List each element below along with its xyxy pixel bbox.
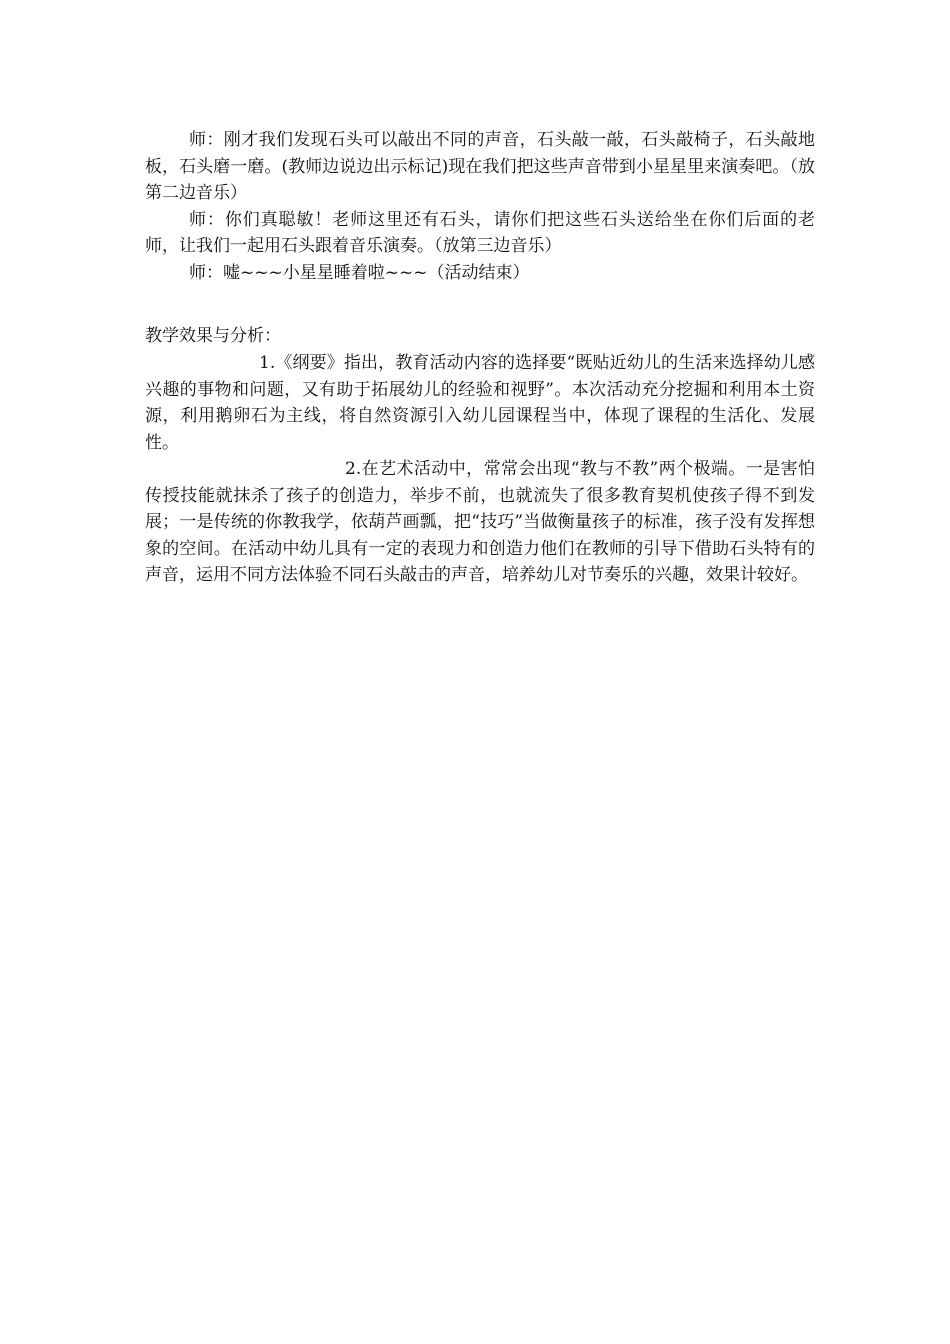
dialogue-line-1: 师：刚才我们发现石头可以敲出不同的声音，石头敲一敲，石头敲椅子，石头敲地板，石头磨一磨。(教师边说边出示标记)现在我们把这些声音带到小星星里来演奏吧。（放第二边音乐） — [145, 130, 815, 203]
analysis-section — [145, 350, 815, 589]
analysis-paragraph-2: 2.在艺术活动中，常常会出现“教与不教”两个极端。一是害怕传授技能就抹杀了孩子的创造力，举步不前，也就流失了很多教育契机使孩子得不到发展；一是传统的你教我学，依葫芦画瓢，把“技巧”当做衡量孩子的标准，孩子没有发挥想象的空间。在活动中幼儿具有一定的表现力和创造力他们在教师的引导下借助石头特有的声音，运用不同方法体验不同石头敲击的声音，培养幼儿对节奏乐的兴趣，效果计较好。 — [145, 459, 815, 585]
dialogue-section — [145, 127, 815, 286]
dialogue-line-3: 师：嘘~~~小星星睡着啦~~~（活动结束） — [189, 262, 530, 283]
dialogue-line-2: 师：你们真聪敏！老师这里还有石头，请你们把这些石头送给坐在你们后面的老师，让我们一起用石头跟着音乐演奏。（放第三边音乐） — [145, 209, 815, 256]
analysis-heading: 教学效果与分析： — [145, 326, 281, 346]
analysis-paragraph-1: 1.《纲要》指出，教育活动内容的选择要“既贴近幼儿的生活来选择幼儿感兴趣的事物和问题，又有助于拓展幼儿的经验和视野”。本次活动充分挖掘和利用本土资源，利用鹅卵石为主线，将自然资源引入幼儿园课程当中，体现了课程的生活化、发展性。 — [145, 353, 815, 453]
